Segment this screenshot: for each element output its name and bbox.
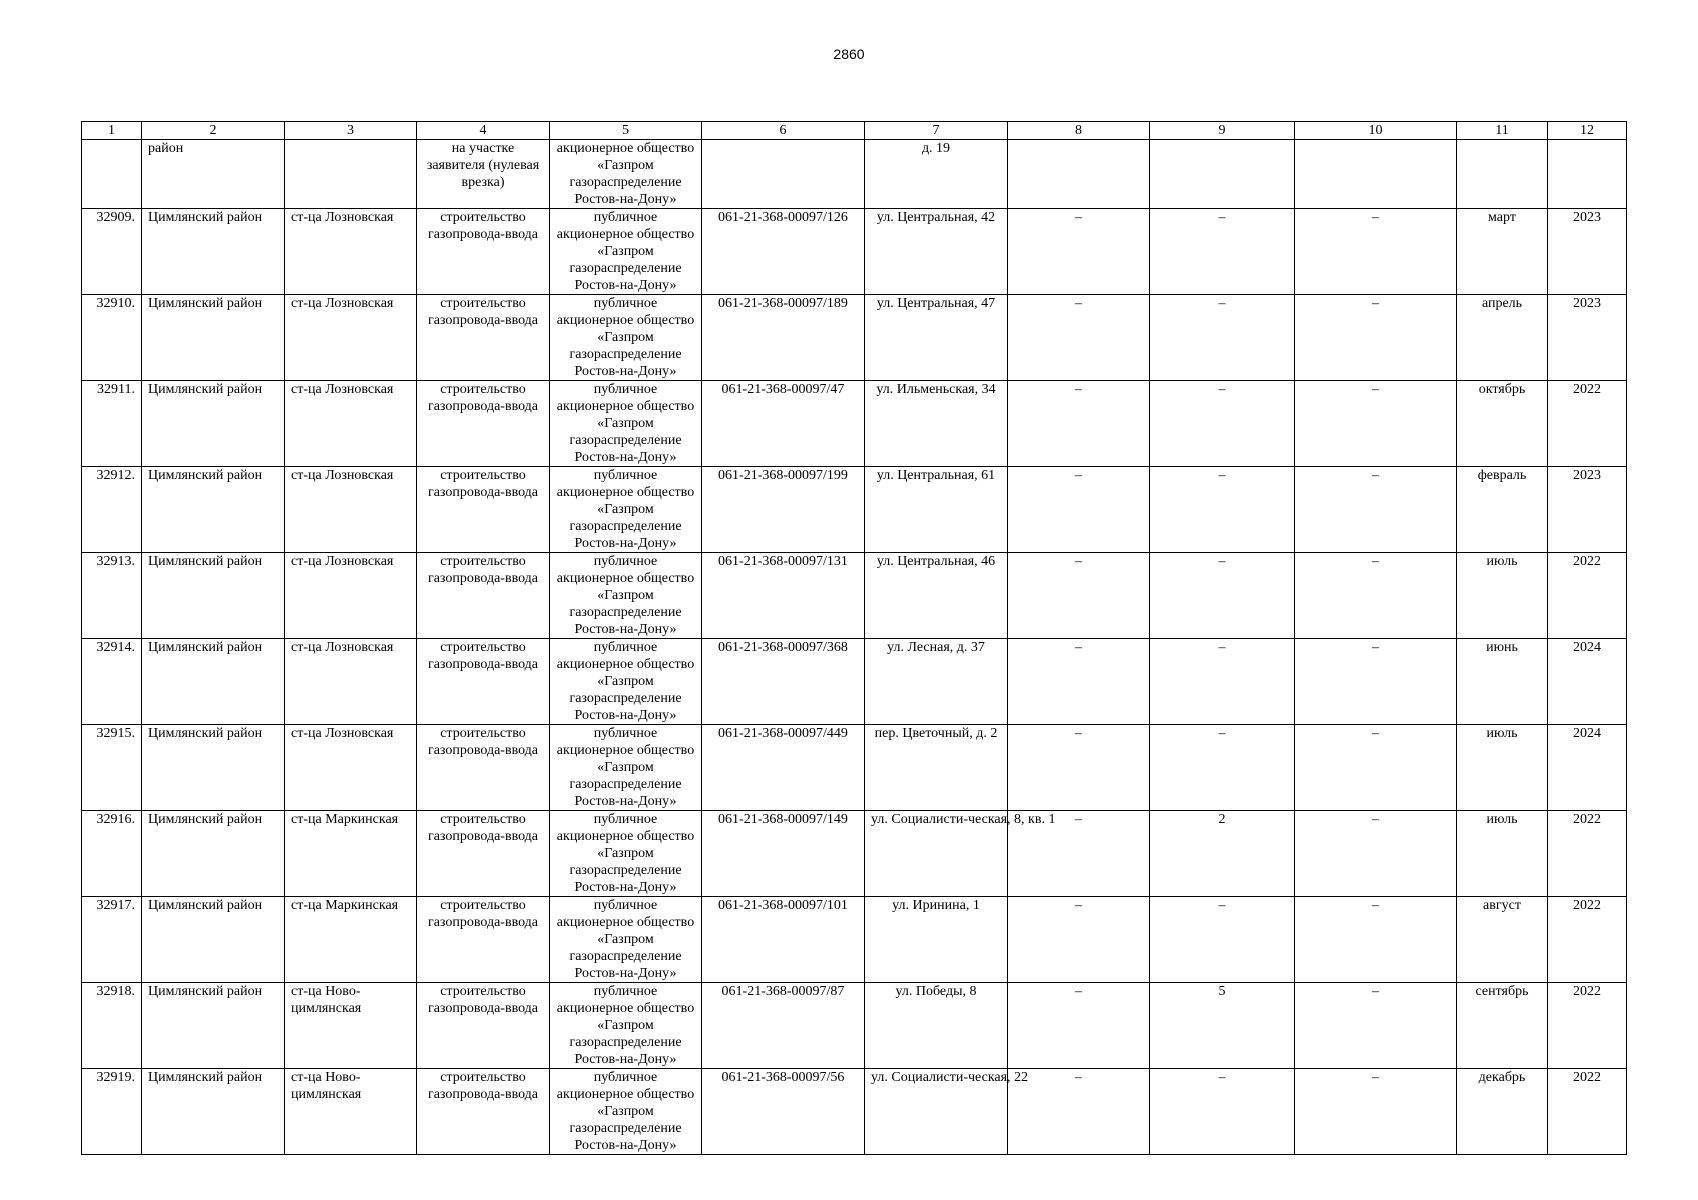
year-cell: 2023 — [1548, 467, 1627, 553]
organization-cell: акционерное общество «Газпром газораспределение Ростов-на-Дону» — [550, 140, 702, 209]
row-number-cell: 32919. — [82, 1069, 142, 1155]
column-9-cell: 5 — [1150, 983, 1295, 1069]
work-type-cell: строительство газопровода-ввода — [417, 725, 550, 811]
column-8-cell: – — [1008, 553, 1150, 639]
table-row — [82, 467, 1627, 553]
row-number-cell: 32910. — [82, 295, 142, 381]
code-cell: 061-21-368-00097/149 — [702, 811, 865, 897]
table-row — [82, 639, 1627, 725]
year-cell: 2022 — [1548, 381, 1627, 467]
continuation-row — [82, 140, 1627, 209]
district-cell: Цимлянский район — [142, 381, 285, 467]
address-cell: ул. Социалисти-ческая, 8, кв. 1 — [865, 811, 1008, 897]
month-cell: июль — [1457, 725, 1548, 811]
locality-cell: ст-ца Лозновская — [285, 295, 417, 381]
column-number-header: 5 — [550, 122, 702, 140]
month-cell: август — [1457, 897, 1548, 983]
address-cell: ул. Лесная, д. 37 — [865, 639, 1008, 725]
column-9-cell: – — [1150, 553, 1295, 639]
district-cell: Цимлянский район — [142, 295, 285, 381]
year-cell: 2023 — [1548, 295, 1627, 381]
column-8-cell: – — [1008, 725, 1150, 811]
column-8-cell: – — [1008, 897, 1150, 983]
column-number-header: 3 — [285, 122, 417, 140]
work-type-cell: строительство газопровода-ввода — [417, 467, 550, 553]
column-10-cell: – — [1295, 295, 1457, 381]
column-9-cell: – — [1150, 897, 1295, 983]
organization-cell: публичное акционерное общество «Газпром газораспределение Ростов-на-Дону» — [550, 639, 702, 725]
organization-cell: публичное акционерное общество «Газпром газораспределение Ростов-на-Дону» — [550, 811, 702, 897]
table-row — [82, 553, 1627, 639]
address-cell: ул. Иринина, 1 — [865, 897, 1008, 983]
column-8-cell: – — [1008, 209, 1150, 295]
locality-cell: ст-ца Маркинская — [285, 897, 417, 983]
address-cell: ул. Ильменьская, 34 — [865, 381, 1008, 467]
month-cell: сентябрь — [1457, 983, 1548, 1069]
district-cell: Цимлянский район — [142, 811, 285, 897]
table-row — [82, 1069, 1627, 1155]
district-cell: Цимлянский район — [142, 1069, 285, 1155]
work-type-cell: строительство газопровода-ввода — [417, 381, 550, 467]
year-cell: 2024 — [1548, 725, 1627, 811]
year-cell: 2022 — [1548, 983, 1627, 1069]
column-10-cell: – — [1295, 209, 1457, 295]
district-cell: Цимлянский район — [142, 553, 285, 639]
district-cell: Цимлянский район — [142, 983, 285, 1069]
column-9-cell: – — [1150, 725, 1295, 811]
locality-cell: ст-ца Лозновская — [285, 639, 417, 725]
column-10-cell: – — [1295, 639, 1457, 725]
organization-cell: публичное акционерное общество «Газпром газораспределение Ростов-на-Дону» — [550, 725, 702, 811]
year-cell: 2022 — [1548, 553, 1627, 639]
column-10-cell — [1295, 140, 1457, 209]
locality-cell: ст-ца Ново-цимлянская — [285, 983, 417, 1069]
organization-cell: публичное акционерное общество «Газпром газораспределение Ростов-на-Дону» — [550, 897, 702, 983]
code-cell: 061-21-368-00097/87 — [702, 983, 865, 1069]
table-row — [82, 295, 1627, 381]
column-10-cell: – — [1295, 1069, 1457, 1155]
row-number-cell: 32913. — [82, 553, 142, 639]
organization-cell: публичное акционерное общество «Газпром газораспределение Ростов-на-Дону» — [550, 209, 702, 295]
district-cell: Цимлянский район — [142, 639, 285, 725]
locality-cell: ст-ца Лозновская — [285, 209, 417, 295]
column-9-cell: – — [1150, 295, 1295, 381]
column-8-cell — [1008, 140, 1150, 209]
column-number-header: 11 — [1457, 122, 1548, 140]
column-9-cell: – — [1150, 381, 1295, 467]
locality-cell: ст-ца Ново-цимлянская — [285, 1069, 417, 1155]
table-row — [82, 811, 1627, 897]
work-type-cell: строительство газопровода-ввода — [417, 209, 550, 295]
code-cell: 061-21-368-00097/449 — [702, 725, 865, 811]
table-row — [82, 725, 1627, 811]
year-cell: 2022 — [1548, 1069, 1627, 1155]
address-cell: ул. Центральная, 47 — [865, 295, 1008, 381]
row-number-cell: 32917. — [82, 897, 142, 983]
column-8-cell: – — [1008, 639, 1150, 725]
column-8-cell: – — [1008, 381, 1150, 467]
code-cell: 061-21-368-00097/368 — [702, 639, 865, 725]
table-row — [82, 209, 1627, 295]
locality-cell — [285, 140, 417, 209]
column-9-cell: – — [1150, 639, 1295, 725]
address-cell: д. 19 — [865, 140, 1008, 209]
code-cell: 061-21-368-00097/199 — [702, 467, 865, 553]
locality-cell: ст-ца Лозновская — [285, 467, 417, 553]
work-type-cell: на участке заявителя (нулевая врезка) — [417, 140, 550, 209]
code-cell — [702, 140, 865, 209]
column-8-cell: – — [1008, 467, 1150, 553]
table-row — [82, 897, 1627, 983]
year-cell: 2022 — [1548, 897, 1627, 983]
column-number-header: 10 — [1295, 122, 1457, 140]
code-cell: 061-21-368-00097/189 — [702, 295, 865, 381]
month-cell: апрель — [1457, 295, 1548, 381]
organization-cell: публичное акционерное общество «Газпром газораспределение Ростов-на-Дону» — [550, 553, 702, 639]
organization-cell: публичное акционерное общество «Газпром газораспределение Ростов-на-Дону» — [550, 381, 702, 467]
address-cell: ул. Центральная, 61 — [865, 467, 1008, 553]
work-type-cell: строительство газопровода-ввода — [417, 639, 550, 725]
code-cell: 061-21-368-00097/131 — [702, 553, 865, 639]
column-number-header: 1 — [82, 122, 142, 140]
district-cell: Цимлянский район — [142, 209, 285, 295]
row-number-cell: 32916. — [82, 811, 142, 897]
column-8-cell: – — [1008, 1069, 1150, 1155]
month-cell: февраль — [1457, 467, 1548, 553]
column-number-header: 6 — [702, 122, 865, 140]
column-number-header: 8 — [1008, 122, 1150, 140]
work-type-cell: строительство газопровода-ввода — [417, 897, 550, 983]
locality-cell: ст-ца Маркинская — [285, 811, 417, 897]
organization-cell: публичное акционерное общество «Газпром газораспределение Ростов-на-Дону» — [550, 983, 702, 1069]
code-cell: 061-21-368-00097/56 — [702, 1069, 865, 1155]
column-10-cell: – — [1295, 811, 1457, 897]
code-cell: 061-21-368-00097/47 — [702, 381, 865, 467]
district-cell: Цимлянский район — [142, 725, 285, 811]
year-cell: 2024 — [1548, 639, 1627, 725]
organization-cell: публичное акционерное общество «Газпром газораспределение Ростов-на-Дону» — [550, 467, 702, 553]
month-cell: декабрь — [1457, 1069, 1548, 1155]
locality-cell: ст-ца Лозновская — [285, 381, 417, 467]
column-number-header: 2 — [142, 122, 285, 140]
work-type-cell: строительство газопровода-ввода — [417, 1069, 550, 1155]
district-cell: Цимлянский район — [142, 897, 285, 983]
row-number-cell: 32914. — [82, 639, 142, 725]
column-10-cell: – — [1295, 983, 1457, 1069]
column-8-cell: – — [1008, 811, 1150, 897]
column-number-header: 9 — [1150, 122, 1295, 140]
column-10-cell: – — [1295, 381, 1457, 467]
column-9-cell — [1150, 140, 1295, 209]
month-cell: июнь — [1457, 639, 1548, 725]
district-cell: район — [142, 140, 285, 209]
column-9-cell: – — [1150, 1069, 1295, 1155]
locality-cell: ст-ца Лозновская — [285, 553, 417, 639]
column-number-header: 4 — [417, 122, 550, 140]
work-type-cell: строительство газопровода-ввода — [417, 811, 550, 897]
year-cell: 2023 — [1548, 209, 1627, 295]
column-9-cell: – — [1150, 209, 1295, 295]
locality-cell: ст-ца Лозновская — [285, 725, 417, 811]
column-10-cell: – — [1295, 897, 1457, 983]
address-cell: пер. Цветочный, д. 2 — [865, 725, 1008, 811]
column-8-cell: – — [1008, 983, 1150, 1069]
address-cell: ул. Победы, 8 — [865, 983, 1008, 1069]
column-number-header: 12 — [1548, 122, 1627, 140]
column-8-cell: – — [1008, 295, 1150, 381]
column-10-cell: – — [1295, 725, 1457, 811]
table-row — [82, 983, 1627, 1069]
district-cell: Цимлянский район — [142, 467, 285, 553]
address-cell: ул. Социалисти-ческая, 22 — [865, 1069, 1008, 1155]
month-cell: июль — [1457, 811, 1548, 897]
row-number-cell: 32912. — [82, 467, 142, 553]
work-type-cell: строительство газопровода-ввода — [417, 983, 550, 1069]
row-number-cell: 32911. — [82, 381, 142, 467]
row-number-cell: 32909. — [82, 209, 142, 295]
table-row — [82, 381, 1627, 467]
work-type-cell: строительство газопровода-ввода — [417, 553, 550, 639]
address-cell: ул. Центральная, 42 — [865, 209, 1008, 295]
month-cell: июль — [1457, 553, 1548, 639]
column-9-cell: – — [1150, 467, 1295, 553]
row-number-cell: 32915. — [82, 725, 142, 811]
year-cell — [1548, 140, 1627, 209]
column-10-cell: – — [1295, 467, 1457, 553]
month-cell — [1457, 140, 1548, 209]
address-cell: ул. Центральная, 46 — [865, 553, 1008, 639]
column-10-cell: – — [1295, 553, 1457, 639]
column-number-header: 7 — [865, 122, 1008, 140]
month-cell: октябрь — [1457, 381, 1548, 467]
year-cell: 2022 — [1548, 811, 1627, 897]
gas-works-table — [81, 121, 1627, 1155]
month-cell: март — [1457, 209, 1548, 295]
code-cell: 061-21-368-00097/101 — [702, 897, 865, 983]
page-number: 2860 — [833, 46, 865, 62]
organization-cell: публичное акционерное общество «Газпром газораспределение Ростов-на-Дону» — [550, 295, 702, 381]
column-number-header-row — [82, 122, 1627, 140]
code-cell: 061-21-368-00097/126 — [702, 209, 865, 295]
work-type-cell: строительство газопровода-ввода — [417, 295, 550, 381]
column-9-cell: 2 — [1150, 811, 1295, 897]
row-number-cell: 32918. — [82, 983, 142, 1069]
row-number-cell — [82, 140, 142, 209]
organization-cell: публичное акционерное общество «Газпром газораспределение Ростов-на-Дону» — [550, 1069, 702, 1155]
